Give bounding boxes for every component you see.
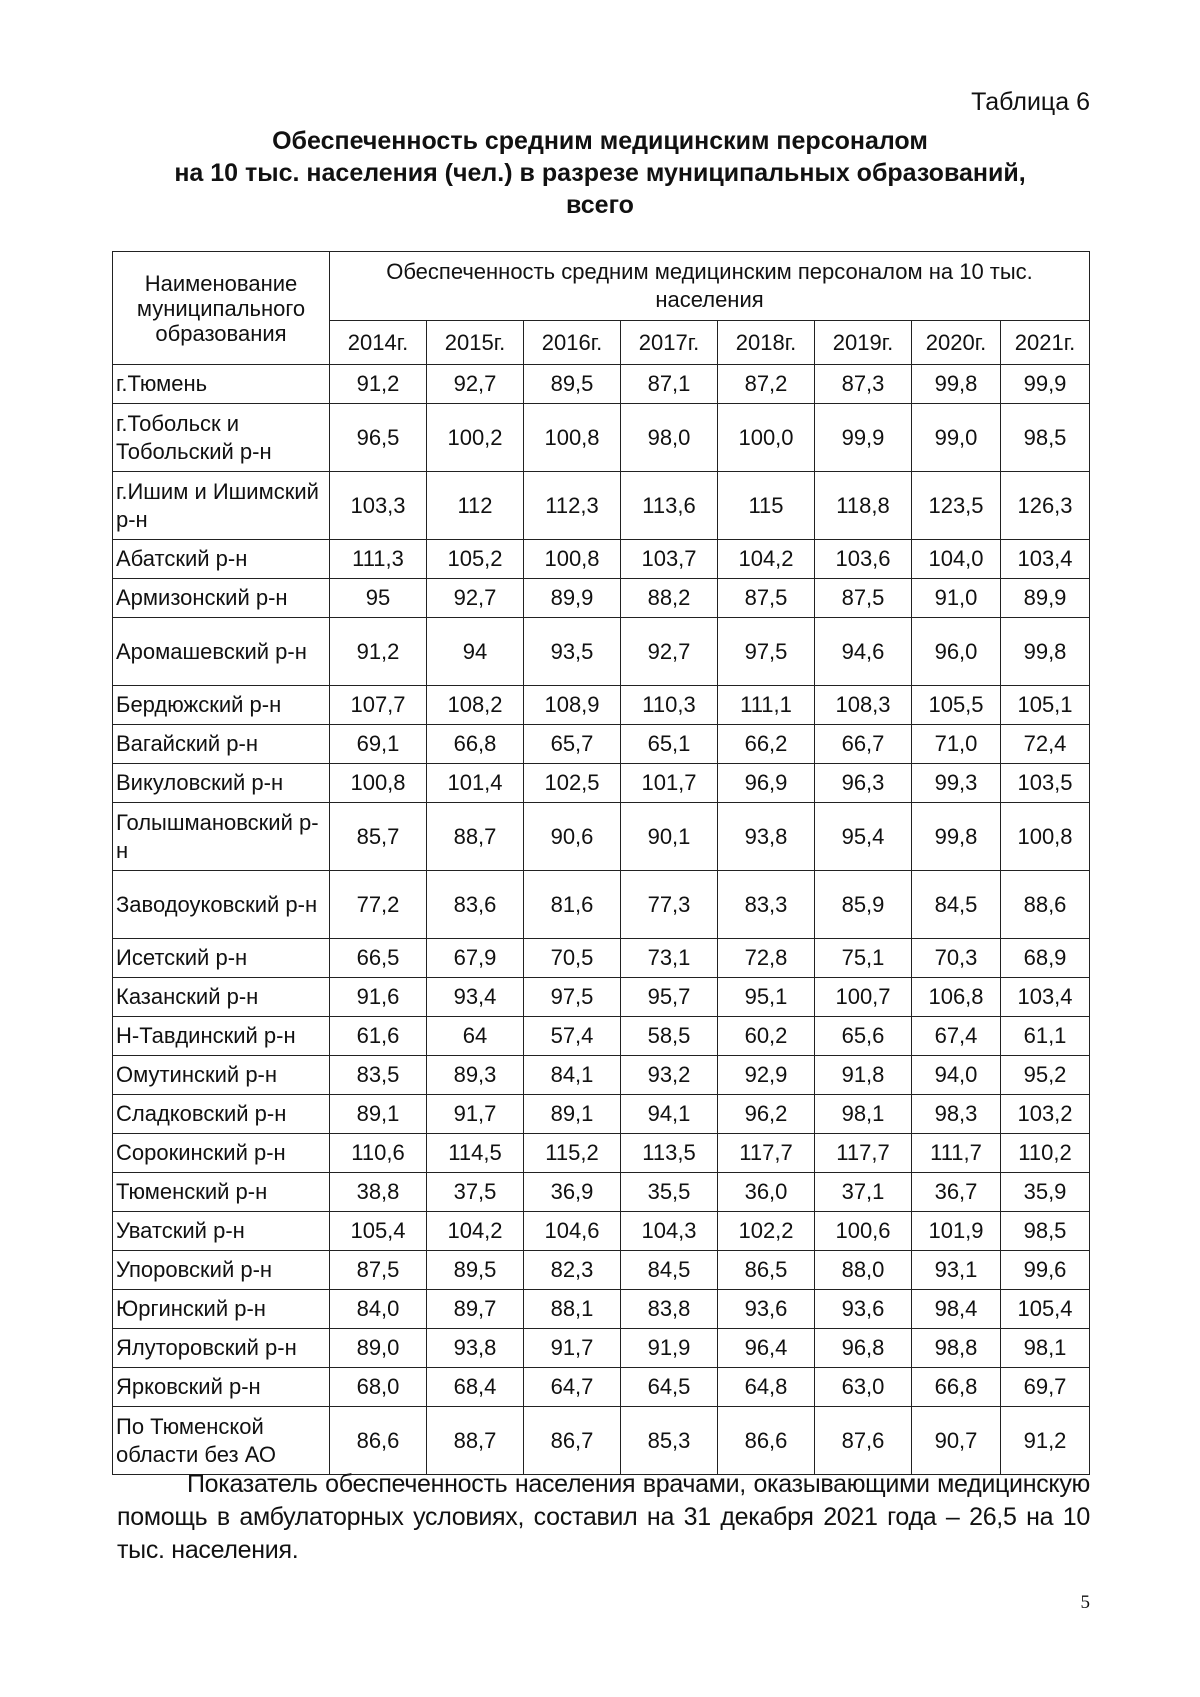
value-cell: 36,7 [912,1173,1001,1212]
value-cell: 99,9 [815,404,912,472]
value-cell: 61,1 [1001,1017,1090,1056]
value-cell: 103,5 [1001,764,1090,803]
value-cell: 70,3 [912,939,1001,978]
municipality-name: Казанский р-н [113,978,330,1017]
value-cell: 67,4 [912,1017,1001,1056]
value-cell: 95,7 [621,978,718,1017]
value-cell: 102,5 [524,764,621,803]
value-cell: 89,1 [330,1095,427,1134]
value-cell: 102,2 [718,1212,815,1251]
value-cell: 88,7 [427,803,524,871]
value-cell: 103,4 [1001,978,1090,1017]
value-cell: 88,2 [621,579,718,618]
municipality-name: Бердюжский р-н [113,686,330,725]
table-body [113,365,1090,1475]
value-cell: 108,9 [524,686,621,725]
value-cell: 111,1 [718,686,815,725]
value-cell: 90,6 [524,803,621,871]
value-cell: 58,5 [621,1017,718,1056]
value-cell: 103,7 [621,540,718,579]
value-cell: 89,9 [1001,579,1090,618]
value-cell: 91,7 [427,1095,524,1134]
municipality-name: Вагайский р-н [113,725,330,764]
municipality-name: Омутинский р-н [113,1056,330,1095]
value-cell: 104,3 [621,1212,718,1251]
value-cell: 110,6 [330,1134,427,1173]
value-cell: 106,8 [912,978,1001,1017]
value-cell: 100,8 [330,764,427,803]
data-table [112,251,1090,1475]
table-label: Таблица 6 [971,88,1090,116]
value-cell: 93,8 [427,1329,524,1368]
value-cell: 77,2 [330,871,427,939]
value-cell: 112,3 [524,472,621,540]
value-cell: 87,2 [718,365,815,404]
value-cell: 81,6 [524,871,621,939]
value-cell: 91,2 [330,365,427,404]
value-cell: 94 [427,618,524,686]
value-cell: 64,7 [524,1368,621,1407]
value-cell: 84,5 [621,1251,718,1290]
value-cell: 100,0 [718,404,815,472]
value-cell: 105,1 [1001,686,1090,725]
value-cell: 97,5 [718,618,815,686]
value-cell: 105,4 [330,1212,427,1251]
value-cell: 100,8 [524,404,621,472]
year-header: 2021г. [1001,321,1090,365]
value-cell: 93,8 [718,803,815,871]
value-cell: 99,6 [1001,1251,1090,1290]
value-cell: 91,0 [912,579,1001,618]
table-row [113,404,1090,472]
value-cell: 104,6 [524,1212,621,1251]
value-cell: 101,7 [621,764,718,803]
value-cell: 88,7 [427,1407,524,1475]
value-cell: 89,7 [427,1290,524,1329]
value-cell: 64,5 [621,1368,718,1407]
value-cell: 69,7 [1001,1368,1090,1407]
value-cell: 103,2 [1001,1095,1090,1134]
value-cell: 85,9 [815,871,912,939]
value-cell: 90,1 [621,803,718,871]
value-cell: 92,9 [718,1056,815,1095]
value-cell: 89,5 [524,365,621,404]
value-cell: 71,0 [912,725,1001,764]
municipality-name: Уватский р-н [113,1212,330,1251]
value-cell: 87,5 [718,579,815,618]
table-row [113,871,1090,939]
value-cell: 35,5 [621,1173,718,1212]
value-cell: 98,5 [1001,404,1090,472]
table-row [113,1056,1090,1095]
value-cell: 93,1 [912,1251,1001,1290]
value-cell: 98,8 [912,1329,1001,1368]
value-cell: 89,5 [427,1251,524,1290]
table-row [113,686,1090,725]
value-cell: 93,5 [524,618,621,686]
table-title-line: всего [566,191,634,219]
value-cell: 88,6 [1001,871,1090,939]
value-cell: 72,8 [718,939,815,978]
value-cell: 93,4 [427,978,524,1017]
value-cell: 92,7 [427,579,524,618]
value-cell: 118,8 [815,472,912,540]
value-cell: 93,6 [718,1290,815,1329]
value-cell: 103,3 [330,472,427,540]
body-paragraph: Показатель обеспеченность населения врачами, оказывающими медицинскую помощь в амбулаторных условиях, составил на 31 декабря 2021 года – 26,5 на 10 тыс. населения. [117,1470,1090,1564]
value-cell: 92,7 [427,365,524,404]
municipality-name: Голышмановский р-н [113,803,330,871]
value-cell: 65,1 [621,725,718,764]
value-cell: 96,3 [815,764,912,803]
table-row [113,1251,1090,1290]
table-row [113,540,1090,579]
year-header: 2018г. [718,321,815,365]
value-cell: 86,5 [718,1251,815,1290]
value-cell: 87,5 [815,579,912,618]
table-row [113,1407,1090,1475]
table-row [113,1017,1090,1056]
table-row [113,978,1090,1017]
municipality-name: По Тюменской области без АО [113,1407,330,1475]
value-cell: 100,2 [427,404,524,472]
value-cell: 91,8 [815,1056,912,1095]
value-cell: 100,8 [524,540,621,579]
table-row [113,618,1090,686]
year-header: 2016г. [524,321,621,365]
table-row [113,1134,1090,1173]
value-cell: 60,2 [718,1017,815,1056]
value-cell: 100,7 [815,978,912,1017]
value-cell: 110,3 [621,686,718,725]
value-cell: 97,5 [524,978,621,1017]
value-cell: 99,3 [912,764,1001,803]
value-cell: 88,0 [815,1251,912,1290]
table-row [113,1290,1090,1329]
year-header: 2015г. [427,321,524,365]
value-cell: 100,6 [815,1212,912,1251]
municipality-name: г.Ишим и Ишимский р-н [113,472,330,540]
value-cell: 37,1 [815,1173,912,1212]
value-cell: 95 [330,579,427,618]
value-cell: 85,3 [621,1407,718,1475]
header-provision: Обеспеченность средним медицинским персоналом на 10 тыс. населения [330,252,1090,321]
value-cell: 83,6 [427,871,524,939]
value-cell: 89,0 [330,1329,427,1368]
value-cell: 103,6 [815,540,912,579]
table-title [100,125,1100,221]
value-cell: 117,7 [815,1134,912,1173]
value-cell: 37,5 [427,1173,524,1212]
municipality-name: г.Тобольск и Тобольский р-н [113,404,330,472]
value-cell: 99,8 [912,803,1001,871]
year-header: 2017г. [621,321,718,365]
year-header: 2019г. [815,321,912,365]
value-cell: 108,2 [427,686,524,725]
table-title-line: Обеспеченность средним медицинским персоналом [272,127,928,155]
value-cell: 96,4 [718,1329,815,1368]
municipality-name: Юргинский р-н [113,1290,330,1329]
value-cell: 66,8 [912,1368,1001,1407]
value-cell: 66,8 [427,725,524,764]
value-cell: 99,8 [912,365,1001,404]
value-cell: 83,8 [621,1290,718,1329]
value-cell: 69,1 [330,725,427,764]
value-cell: 61,6 [330,1017,427,1056]
value-cell: 98,1 [815,1095,912,1134]
value-cell: 64 [427,1017,524,1056]
value-cell: 98,0 [621,404,718,472]
value-cell: 66,2 [718,725,815,764]
municipality-name: Абатский р-н [113,540,330,579]
year-header: 2020г. [912,321,1001,365]
value-cell: 111,3 [330,540,427,579]
municipality-name: Заводоуковский р-н [113,871,330,939]
value-cell: 93,2 [621,1056,718,1095]
value-cell: 57,4 [524,1017,621,1056]
value-cell: 110,2 [1001,1134,1090,1173]
value-cell: 91,2 [330,618,427,686]
table-row [113,725,1090,764]
value-cell: 105,5 [912,686,1001,725]
value-cell: 83,5 [330,1056,427,1095]
value-cell: 36,0 [718,1173,815,1212]
value-cell: 104,2 [718,540,815,579]
value-cell: 96,9 [718,764,815,803]
value-cell: 92,7 [621,618,718,686]
value-cell: 91,6 [330,978,427,1017]
municipality-name: Ялуторовский р-н [113,1329,330,1368]
value-cell: 86,6 [330,1407,427,1475]
municipality-name: Упоровский р-н [113,1251,330,1290]
value-cell: 75,1 [815,939,912,978]
value-cell: 96,5 [330,404,427,472]
value-cell: 84,0 [330,1290,427,1329]
value-cell: 98,5 [1001,1212,1090,1251]
value-cell: 68,4 [427,1368,524,1407]
value-cell: 85,7 [330,803,427,871]
value-cell: 101,4 [427,764,524,803]
value-cell: 101,9 [912,1212,1001,1251]
value-cell: 94,0 [912,1056,1001,1095]
value-cell: 103,4 [1001,540,1090,579]
value-cell: 91,7 [524,1329,621,1368]
value-cell: 89,3 [427,1056,524,1095]
value-cell: 65,6 [815,1017,912,1056]
header-municipality: Наименование муниципального образования [113,252,330,365]
value-cell: 113,5 [621,1134,718,1173]
value-cell: 77,3 [621,871,718,939]
value-cell: 126,3 [1001,472,1090,540]
value-cell: 84,1 [524,1056,621,1095]
value-cell: 65,7 [524,725,621,764]
value-cell: 112 [427,472,524,540]
value-cell: 113,6 [621,472,718,540]
municipality-name: Тюменский р-н [113,1173,330,1212]
value-cell: 100,8 [1001,803,1090,871]
value-cell: 123,5 [912,472,1001,540]
value-cell: 87,3 [815,365,912,404]
value-cell: 96,8 [815,1329,912,1368]
table-row [113,803,1090,871]
value-cell: 91,9 [621,1329,718,1368]
table-row [113,1095,1090,1134]
value-cell: 38,8 [330,1173,427,1212]
value-cell: 107,7 [330,686,427,725]
value-cell: 88,1 [524,1290,621,1329]
table-row [113,579,1090,618]
value-cell: 36,9 [524,1173,621,1212]
municipality-name: Сорокинский р-н [113,1134,330,1173]
value-cell: 87,5 [330,1251,427,1290]
value-cell: 68,0 [330,1368,427,1407]
table-row [113,1368,1090,1407]
value-cell: 84,5 [912,871,1001,939]
value-cell: 87,6 [815,1407,912,1475]
value-cell: 114,5 [427,1134,524,1173]
municipality-name: Викуловский р-н [113,764,330,803]
value-cell: 89,9 [524,579,621,618]
table-row [113,1212,1090,1251]
value-cell: 73,1 [621,939,718,978]
value-cell: 72,4 [1001,725,1090,764]
value-cell: 98,3 [912,1095,1001,1134]
municipality-name: Исетский р-н [113,939,330,978]
value-cell: 91,2 [1001,1407,1090,1475]
table-row [113,939,1090,978]
value-cell: 93,6 [815,1290,912,1329]
value-cell: 86,6 [718,1407,815,1475]
table-row [113,764,1090,803]
value-cell: 66,7 [815,725,912,764]
value-cell: 89,1 [524,1095,621,1134]
value-cell: 95,4 [815,803,912,871]
value-cell: 70,5 [524,939,621,978]
value-cell: 104,2 [427,1212,524,1251]
value-cell: 90,7 [912,1407,1001,1475]
value-cell: 95,1 [718,978,815,1017]
value-cell: 66,5 [330,939,427,978]
table-row [113,472,1090,540]
table-title-line: на 10 тыс. населения (чел.) в разрезе муниципальных образований, [174,159,1026,187]
value-cell: 86,7 [524,1407,621,1475]
value-cell: 99,8 [1001,618,1090,686]
municipality-name: г.Тюмень [113,365,330,404]
value-cell: 82,3 [524,1251,621,1290]
value-cell: 35,9 [1001,1173,1090,1212]
year-header: 2014г. [330,321,427,365]
value-cell: 111,7 [912,1134,1001,1173]
value-cell: 87,1 [621,365,718,404]
value-cell: 63,0 [815,1368,912,1407]
value-cell: 117,7 [718,1134,815,1173]
municipality-name: Армизонский р-н [113,579,330,618]
value-cell: 98,4 [912,1290,1001,1329]
value-cell: 99,0 [912,404,1001,472]
value-cell: 98,1 [1001,1329,1090,1368]
municipality-name: Ярковский р-н [113,1368,330,1407]
table-row [113,1329,1090,1368]
municipality-name: Сладковский р-н [113,1095,330,1134]
page-number: 5 [1080,1592,1090,1613]
value-cell: 105,2 [427,540,524,579]
value-cell: 68,9 [1001,939,1090,978]
value-cell: 67,9 [427,939,524,978]
municipality-name: Аромашевский р-н [113,618,330,686]
value-cell: 115,2 [524,1134,621,1173]
value-cell: 104,0 [912,540,1001,579]
value-cell: 94,1 [621,1095,718,1134]
value-cell: 105,4 [1001,1290,1090,1329]
value-cell: 96,0 [912,618,1001,686]
value-cell: 94,6 [815,618,912,686]
table-row [113,1173,1090,1212]
municipality-name: Н-Тавдинский р-н [113,1017,330,1056]
value-cell: 96,2 [718,1095,815,1134]
value-cell: 95,2 [1001,1056,1090,1095]
value-cell: 115 [718,472,815,540]
table-row [113,365,1090,404]
value-cell: 64,8 [718,1368,815,1407]
value-cell: 83,3 [718,871,815,939]
value-cell: 108,3 [815,686,912,725]
value-cell: 99,9 [1001,365,1090,404]
